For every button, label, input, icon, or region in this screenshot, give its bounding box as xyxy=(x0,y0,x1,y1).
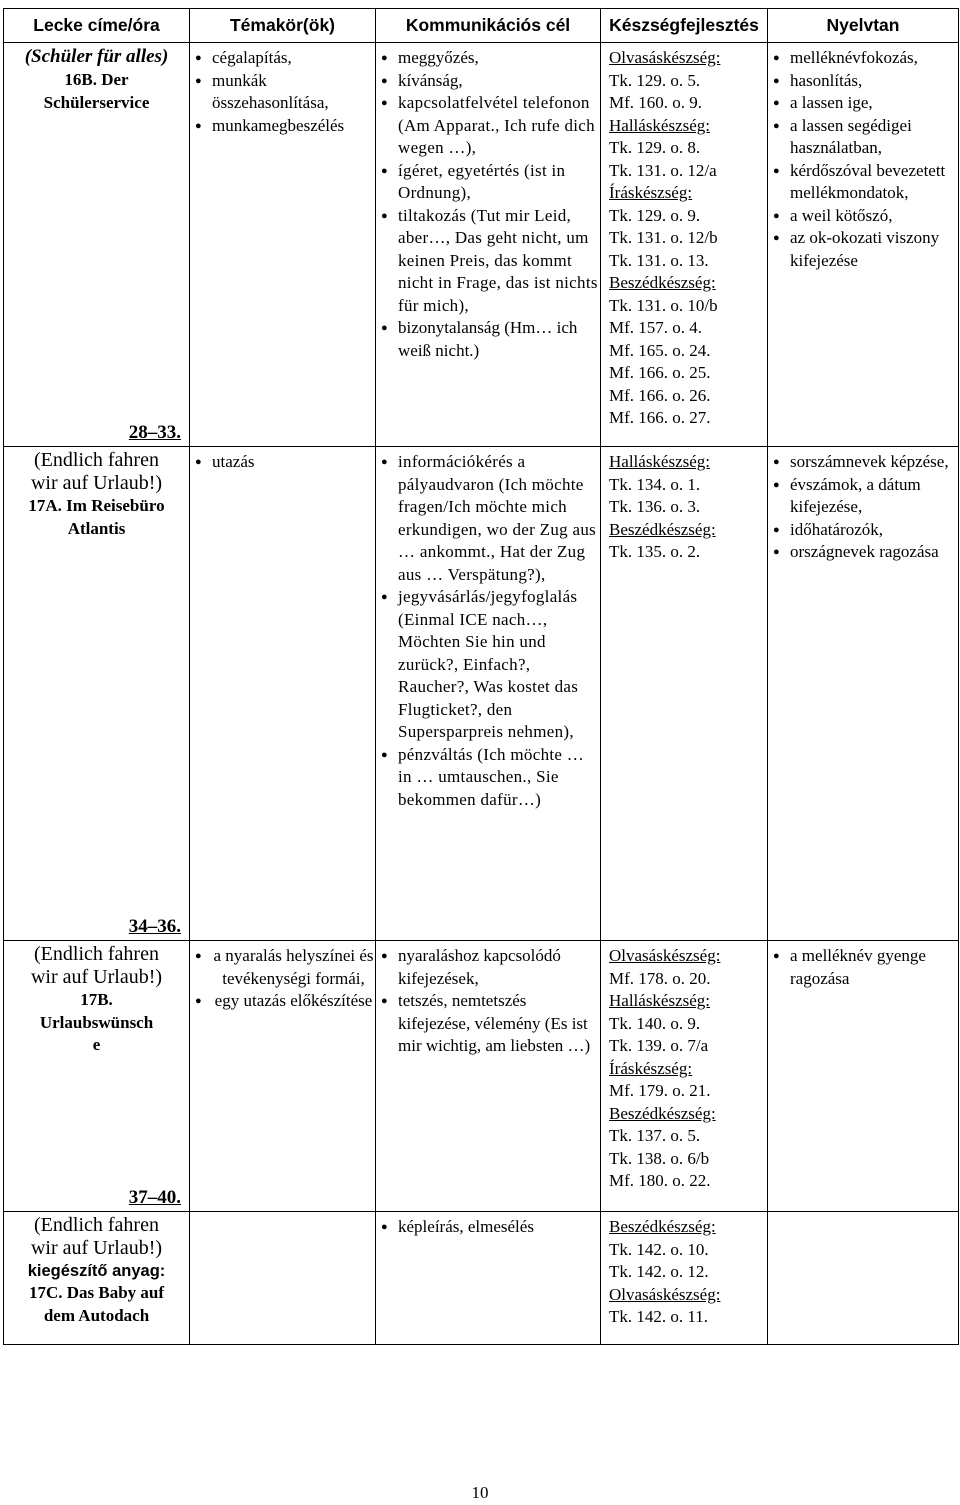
grammar-cell xyxy=(768,941,959,1212)
skill-ref: Mf. 166. o. 25. xyxy=(609,363,711,382)
skill-heading: Halláskészség: xyxy=(609,452,711,471)
skill-ref: Tk. 137. o. 5. xyxy=(609,1126,701,1145)
skill-ref: Mf. 165. o. 24. xyxy=(609,340,711,360)
list-item: ● időhatározók, xyxy=(768,519,958,542)
skill-ref: Tk. 131. o. 12/a xyxy=(609,160,717,180)
table-row xyxy=(4,1212,959,1345)
skill-ref: Mf. 179. o. 21. xyxy=(609,1081,711,1100)
list-item: ● évszámok, a dátum kifejezése, xyxy=(768,474,958,519)
topic-list xyxy=(190,447,375,474)
header-lesson: Lecke címe/óra xyxy=(4,9,190,43)
skills-cell xyxy=(601,447,768,941)
list-item: ● pénzváltás (Ich möchte … in … umtauschen., Sie bekommen dafür…) xyxy=(376,744,600,812)
list-item: ● a weil kötőszó, xyxy=(768,205,958,228)
list-item: ● munkamegbeszélés xyxy=(190,115,375,138)
list-item: ● nyaraláshoz kapcsolódó kifejezések, xyxy=(376,945,600,990)
topic-list xyxy=(190,43,375,137)
skills-cell xyxy=(601,1212,768,1345)
skill-ref: Tk. 142. o. 12. xyxy=(609,1262,709,1281)
topic-cell xyxy=(190,447,376,941)
skill-ref: Tk. 142. o. 11. xyxy=(609,1307,709,1326)
lesson-cell xyxy=(4,43,190,447)
header-skills: Készségfejlesztés xyxy=(601,9,768,43)
lesson-cell xyxy=(4,447,190,941)
skill-ref: Mf. 157. o. 4. xyxy=(609,318,703,337)
list-item: ● cégalapítás, xyxy=(190,47,375,70)
topic-cell xyxy=(190,941,376,1212)
list-item: ● tiltakozás (Tut mir Leid, aber…, Das geht nicht, um keinen Preis, das kommt nicht in Frage, das ist nichts für mich), xyxy=(376,205,600,318)
skill-heading: Olvasáskészség: xyxy=(609,1284,721,1304)
header-topic: Témakör(ök) xyxy=(190,9,376,43)
skill-ref: Mf. 178. o. 20. xyxy=(609,968,711,988)
skill-ref: Tk. 142. o. 10. xyxy=(609,1239,709,1259)
skill-ref: Tk. 131. o. 10/b xyxy=(609,295,718,315)
lesson-extra: kiegészítő anyag: xyxy=(27,1262,166,1280)
skill-ref: Tk. 135. o. 2. xyxy=(609,542,701,561)
skill-heading: Beszédkészség: xyxy=(609,519,716,539)
lesson-line: dem Autodach xyxy=(43,1305,150,1325)
header-row xyxy=(4,9,959,43)
skill-ref: Tk. 134. o. 1. xyxy=(609,474,701,494)
skill-ref: Tk. 131. o. 13. xyxy=(609,250,709,270)
communication-cell xyxy=(376,1212,601,1345)
lesson-line: 17B. xyxy=(80,990,113,1009)
table-row xyxy=(4,941,959,1212)
list-item: ● képleírás, elmesélés xyxy=(376,1216,600,1239)
lesson-title: (Endlich fahren xyxy=(34,1214,159,1236)
skills-cell xyxy=(601,941,768,1212)
lesson-title: wir auf Urlaub!) xyxy=(30,472,163,494)
list-item: ● a lassen segédigei használatban, xyxy=(768,115,958,160)
skill-heading: Olvasáskészség: xyxy=(609,946,721,965)
grammar-cell xyxy=(768,447,959,941)
lesson-line: 17C. Das Baby auf xyxy=(28,1283,165,1302)
list-item: ● kívánság, xyxy=(376,70,600,93)
list-item: ● bizonytalanság (Hm… ich weiß nicht.) xyxy=(376,317,600,362)
list-item: ● meggyőzés, xyxy=(376,47,600,70)
lesson-pages: 37–40. xyxy=(128,1186,181,1208)
skill-heading: Olvasáskészség: xyxy=(609,48,721,67)
communication-cell xyxy=(376,447,601,941)
communication-list xyxy=(376,941,600,1058)
lesson-pages: 34–36. xyxy=(128,915,181,937)
page-number: 10 xyxy=(471,1483,489,1502)
list-item: ● információkérés a pályaudvaron (Ich möchte fragen/Ich möchte mich erkundigen, wo der Zug aus … ankommt., Hat der Zug aus … Verspätung?), xyxy=(376,451,600,586)
list-item: ● munkák összehasonlítása, xyxy=(190,70,375,115)
skill-heading: Halláskészség: xyxy=(609,991,711,1010)
list-item: ● sorszámnevek képzése, xyxy=(768,451,958,474)
grammar-list xyxy=(768,43,958,272)
lesson-cell xyxy=(4,1212,190,1345)
list-item: ● a lassen ige, xyxy=(768,92,958,115)
lesson-line: Urlaubswünsche xyxy=(39,1012,154,1054)
communication-list xyxy=(376,43,600,362)
skill-heading: Beszédkészség: xyxy=(609,273,716,292)
skill-heading: Íráskészség: xyxy=(609,1058,693,1078)
list-item: ● a nyaralás helyszínei és tevékenységi formái, xyxy=(190,945,375,990)
list-item: ● egy utazás előkészítése xyxy=(190,990,375,1013)
topic-cell xyxy=(190,43,376,447)
communication-cell xyxy=(376,43,601,447)
lesson-line: 17A. Im Reisebüro xyxy=(28,496,165,515)
skill-heading: Beszédkészség: xyxy=(609,1217,716,1236)
skill-ref: Tk. 139. o. 7/a xyxy=(609,1036,709,1055)
skill-ref: Tk. 131. o. 12/b xyxy=(609,228,718,247)
list-item: ● kérdőszóval bevezetett mellékmondatok, xyxy=(768,160,958,205)
list-item: ● a melléknév gyenge ragozása xyxy=(768,945,958,990)
grammar-cell xyxy=(768,43,959,447)
header-communication: Kommunikációs cél xyxy=(376,9,601,43)
list-item: ● az ok-okozati viszony kifejezése xyxy=(768,227,958,272)
lesson-title: (Endlich fahren xyxy=(34,449,159,471)
lesson-title: (Endlich fahren xyxy=(34,943,159,965)
grammar-cell xyxy=(768,1212,959,1345)
skill-ref: Mf. 160. o. 9. xyxy=(609,93,703,112)
skill-ref: Tk. 138. o. 6/b xyxy=(609,1148,710,1168)
skill-heading: Beszédkészség: xyxy=(609,1103,716,1123)
skill-ref: Tk. 129. o. 8. xyxy=(609,138,701,157)
table-row xyxy=(4,43,959,447)
list-item: ● kapcsolatfelvétel telefonon (Am Apparat., Ich rufe dich wegen …), xyxy=(376,92,600,160)
communication-list xyxy=(376,1212,600,1239)
grammar-list xyxy=(768,941,958,990)
communication-cell xyxy=(376,941,601,1212)
skill-ref: Tk. 136. o. 3. xyxy=(609,497,701,516)
lesson-title: wir auf Urlaub!) xyxy=(30,1237,163,1259)
topic-list xyxy=(190,941,375,1013)
skill-ref: Tk. 140. o. 9. xyxy=(609,1013,701,1033)
lesson-line: 16B. Der xyxy=(64,70,129,89)
skill-ref: Mf. 166. o. 26. xyxy=(609,385,711,405)
communication-list xyxy=(376,447,600,811)
curriculum-table xyxy=(3,8,959,1345)
grammar-list xyxy=(768,447,958,564)
list-item: ● ígéret, egyetértés (ist in Ordnung), xyxy=(376,160,600,205)
list-item: ● tetszés, nemtetszés kifejezése, vélemény (Es ist mir wichtig, am liebsten …) xyxy=(376,990,600,1058)
list-item: ● utazás xyxy=(190,451,375,474)
lesson-title: wir auf Urlaub!) xyxy=(30,966,163,988)
skill-ref: Tk. 129. o. 9. xyxy=(609,205,701,225)
lesson-title: (Schüler für alles) xyxy=(24,46,169,67)
skill-ref: Tk. 129. o. 5. xyxy=(609,70,701,90)
topic-cell xyxy=(190,1212,376,1345)
list-item: ● hasonlítás, xyxy=(768,70,958,93)
skills-cell xyxy=(601,43,768,447)
list-item: ● melléknévfokozás, xyxy=(768,47,958,70)
lesson-cell xyxy=(4,941,190,1212)
skill-ref: Mf. 166. o. 27. xyxy=(609,408,711,427)
header-grammar: Nyelvtan xyxy=(768,9,959,43)
lesson-pages: 28–33. xyxy=(128,421,181,443)
skill-heading: Íráskészség: xyxy=(609,183,693,202)
skill-ref: Mf. 180. o. 22. xyxy=(609,1171,711,1190)
lesson-line: Schülerservice xyxy=(43,92,150,112)
skill-heading: Halláskészség: xyxy=(609,115,711,135)
table-row xyxy=(4,447,959,941)
list-item: ● jegyvásárlás/jegyfoglalás (Einmal ICE nach…, Möchten Sie hin und zurück?, Einfach?, Raucher?, Was kostet das Flugticket?, den Supersparpreis nehmen), xyxy=(376,586,600,744)
lesson-line: Atlantis xyxy=(67,518,126,538)
list-item: ● országnevek ragozása xyxy=(768,541,958,564)
